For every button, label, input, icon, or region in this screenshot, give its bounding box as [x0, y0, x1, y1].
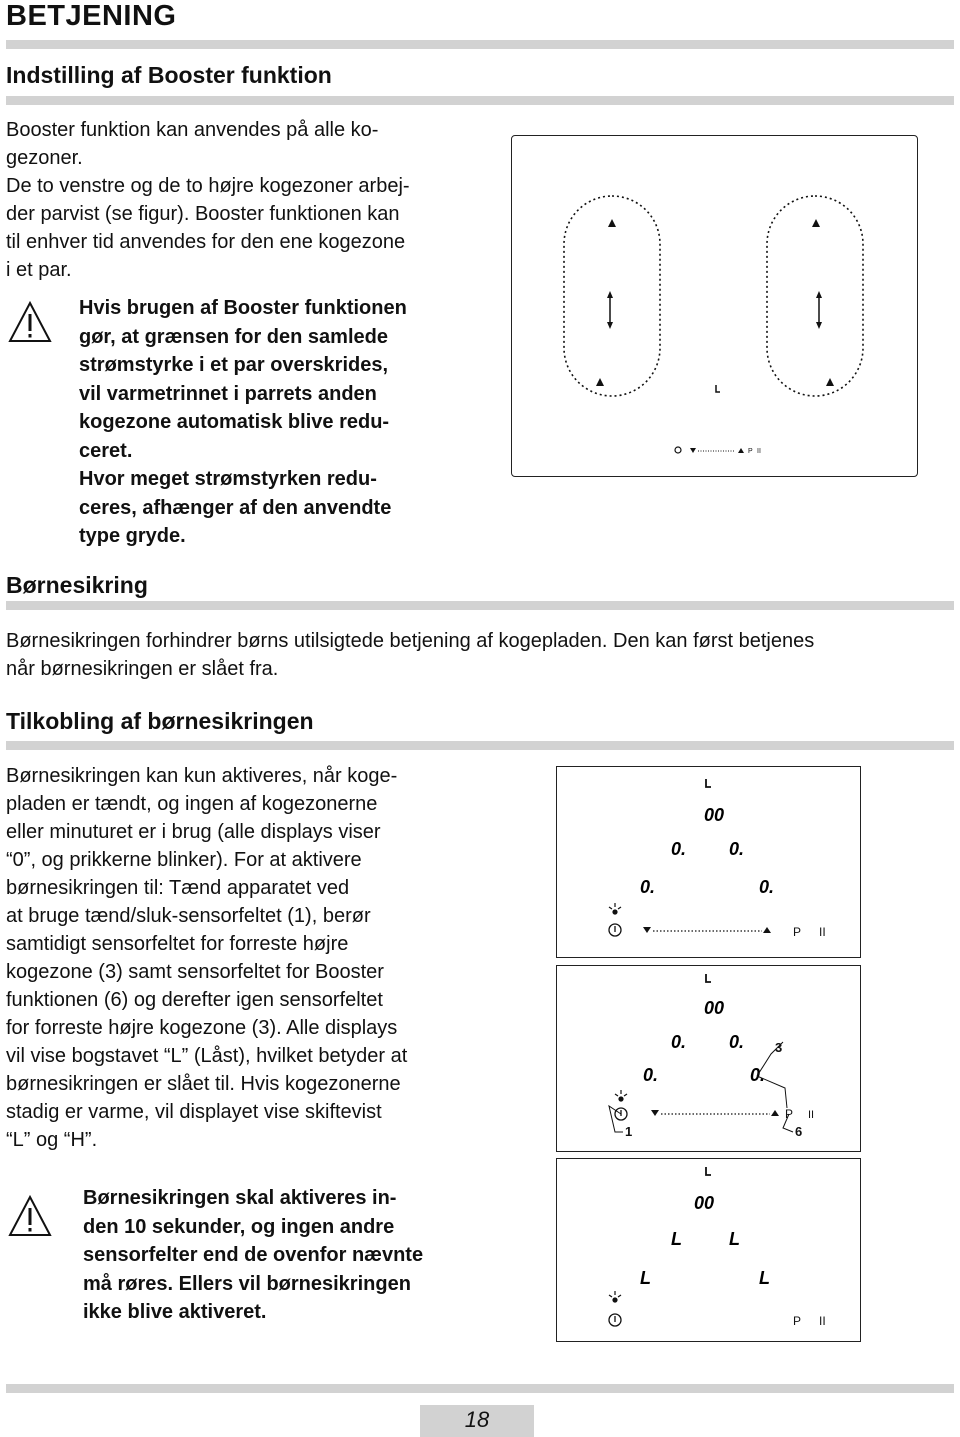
warning-line: vil varmetrinnet i parrets anden: [79, 382, 377, 405]
zone-display-rear-right: 0.: [729, 1032, 745, 1052]
text-line: gezoner.: [6, 147, 83, 169]
zone-display-rear-right: L: [729, 1229, 740, 1249]
text-line: “L” og “H”.: [6, 1129, 98, 1151]
zone-display-front-left: L: [640, 1268, 651, 1288]
pause-label: II: [808, 1109, 815, 1121]
control-panel-drawing: [557, 966, 860, 1151]
text-line: børnesikringen til: Tænd apparatet ved: [6, 877, 350, 899]
text-line: der parvist (se figur). Booster funktionen kan: [6, 203, 400, 225]
timer-display: 00: [704, 805, 725, 825]
warning-line: gør, at grænsen for den samlede: [79, 325, 388, 348]
zone-display-front-left: 0.: [643, 1065, 659, 1085]
section-rule: [6, 96, 954, 105]
zone-marker-icon: [608, 219, 616, 227]
zone-marker-icon: [826, 378, 834, 386]
text-line: samtidigt sensorfeltet for forreste højre: [6, 933, 349, 955]
warning-line: ikke blive aktiveret.: [83, 1301, 267, 1323]
booster-heading: Indstilling af Booster funktion: [6, 62, 332, 88]
control-panel-drawing: [557, 1159, 860, 1341]
warning-line: type gryde.: [79, 525, 186, 547]
zone-marker-icon: [812, 219, 820, 227]
zone-display-front-right: L: [759, 1268, 770, 1288]
booster-label: P: [785, 1107, 794, 1121]
text-line: vil vise bogstavet “L” (Låst), hvilket betyder at: [6, 1045, 408, 1067]
timer-icon: [706, 779, 711, 787]
childlock-heading: Børnesikring: [6, 572, 148, 598]
warning-line: må røres. Ellers vil børnesikringen: [83, 1272, 411, 1295]
zone-display-rear-left: 0.: [671, 1032, 687, 1052]
control-panel-idle: [556, 766, 861, 958]
page-title: BETJENING: [6, 0, 177, 32]
plus-icon: [738, 448, 744, 453]
warning-line: ceret.: [79, 439, 133, 462]
zone-display-front-right: 0.: [750, 1065, 766, 1085]
warning-triangle-icon: [8, 1194, 52, 1238]
section-rule: [6, 40, 954, 49]
text-line: Booster funktion kan anvendes på alle ko-: [6, 119, 379, 141]
section-rule: [6, 741, 954, 750]
text-line: at bruge tænd/sluk-sensorfeltet (1), berør: [6, 905, 371, 927]
control-panel-drawing: [557, 767, 860, 957]
callout-1: 1: [625, 1124, 633, 1139]
text-line: Børnesikringen kan kun aktiveres, når koge-: [6, 765, 398, 787]
blink-icon: [615, 1090, 627, 1101]
childlock-intro: [6, 627, 956, 683]
double-arrow-icon: [816, 291, 822, 329]
timer-display: 00: [694, 1193, 715, 1213]
pause-label: II: [757, 448, 761, 455]
callout-6: 6: [795, 1124, 803, 1139]
timer-icon: [706, 974, 711, 982]
text-line: når børnesikringen er slået fra.: [6, 658, 279, 680]
childlock-subheading: Tilkobling af børnesikringen: [6, 708, 314, 734]
text-line: funktionen (6) og derefter igen sensorfeltet: [6, 989, 383, 1011]
minus-icon: [651, 1110, 659, 1116]
callout-3: 3: [775, 1040, 783, 1055]
text-line: “0”, og prikkerne blinker). For at aktivere: [6, 849, 362, 871]
pause-label: II: [819, 925, 826, 939]
double-arrow-icon: [607, 291, 613, 329]
control-panel-activation: [556, 965, 861, 1152]
warning-triangle-icon: [8, 300, 52, 344]
text-line: i et par.: [6, 259, 72, 281]
zone-marker-icon: [596, 378, 604, 386]
plus-icon: [771, 1110, 779, 1116]
text-line: eller minuturet er i brug (alle displays viser: [6, 821, 381, 843]
hob-diagram-drawing: [512, 136, 917, 476]
zone-display-rear-left: 0.: [671, 839, 687, 859]
timer-display: 00: [704, 998, 725, 1018]
control-panel-locked: [556, 1158, 861, 1342]
warning-line: ceres, afhænger af den anvendte: [79, 496, 392, 519]
zone-display-front-right: 0.: [759, 877, 775, 897]
childlock-warning: [83, 1184, 423, 1327]
text-line: kogezone (3) samt sensorfeltet for Booster: [6, 961, 384, 983]
page-number: 18: [464, 1407, 490, 1432]
warning-line: den 10 sekunder, og ingen andre: [83, 1215, 395, 1238]
minus-icon: [690, 448, 696, 453]
text-line: De to venstre og de to højre kogezoner arbej-: [6, 175, 410, 197]
text-line: pladen er tændt, og ingen af kogezonerne: [6, 793, 378, 815]
warning-line: Hvis brugen af Booster funktionen: [79, 297, 407, 319]
booster-label: P: [793, 1314, 802, 1328]
hob-diagram: [511, 135, 918, 477]
booster-label: P: [748, 448, 753, 455]
timer-icon: [716, 385, 720, 392]
timer-icon: [706, 1167, 711, 1175]
plus-icon: [763, 927, 771, 933]
warning-line: Hvor meget strømstyrken redu-: [79, 468, 377, 490]
warning-line: Børnesikringen skal aktiveres in-: [83, 1187, 397, 1209]
booster-paragraph: [6, 116, 410, 284]
booster-warning: [79, 294, 407, 551]
power-icon: [675, 447, 681, 453]
minus-icon: [643, 927, 651, 933]
text-line: for forreste højre kogezone (3). Alle displays: [6, 1017, 398, 1039]
warning-line: strømstyrke i et par overskrides,: [79, 354, 389, 376]
zone-display-rear-left: L: [671, 1229, 682, 1249]
blink-icon: [609, 1291, 621, 1302]
text-line: børnesikringen er slået til. Hvis kogezonerne: [6, 1073, 401, 1095]
text-line: til enhver tid anvendes for den ene kogezone: [6, 231, 406, 253]
text-line: stadig er varme, vil displayet vise skiftevist: [6, 1101, 382, 1123]
booster-label: P: [793, 925, 802, 939]
warning-line: sensorfelter end de ovenfor nævnte: [83, 1244, 424, 1266]
warning-line: kogezone automatisk blive redu-: [79, 411, 390, 433]
zone-display-rear-right: 0.: [729, 839, 745, 859]
pause-label: II: [819, 1314, 826, 1328]
childlock-paragraph: [6, 762, 407, 1154]
text-line: Børnesikringen forhindrer børns utilsigtede betjening af kogepladen. Den kan først betjenes: [6, 630, 815, 652]
footer-rule: [6, 1384, 954, 1393]
zone-display-front-left: 0.: [640, 877, 656, 897]
blink-icon: [609, 903, 621, 914]
section-rule: [6, 601, 954, 610]
